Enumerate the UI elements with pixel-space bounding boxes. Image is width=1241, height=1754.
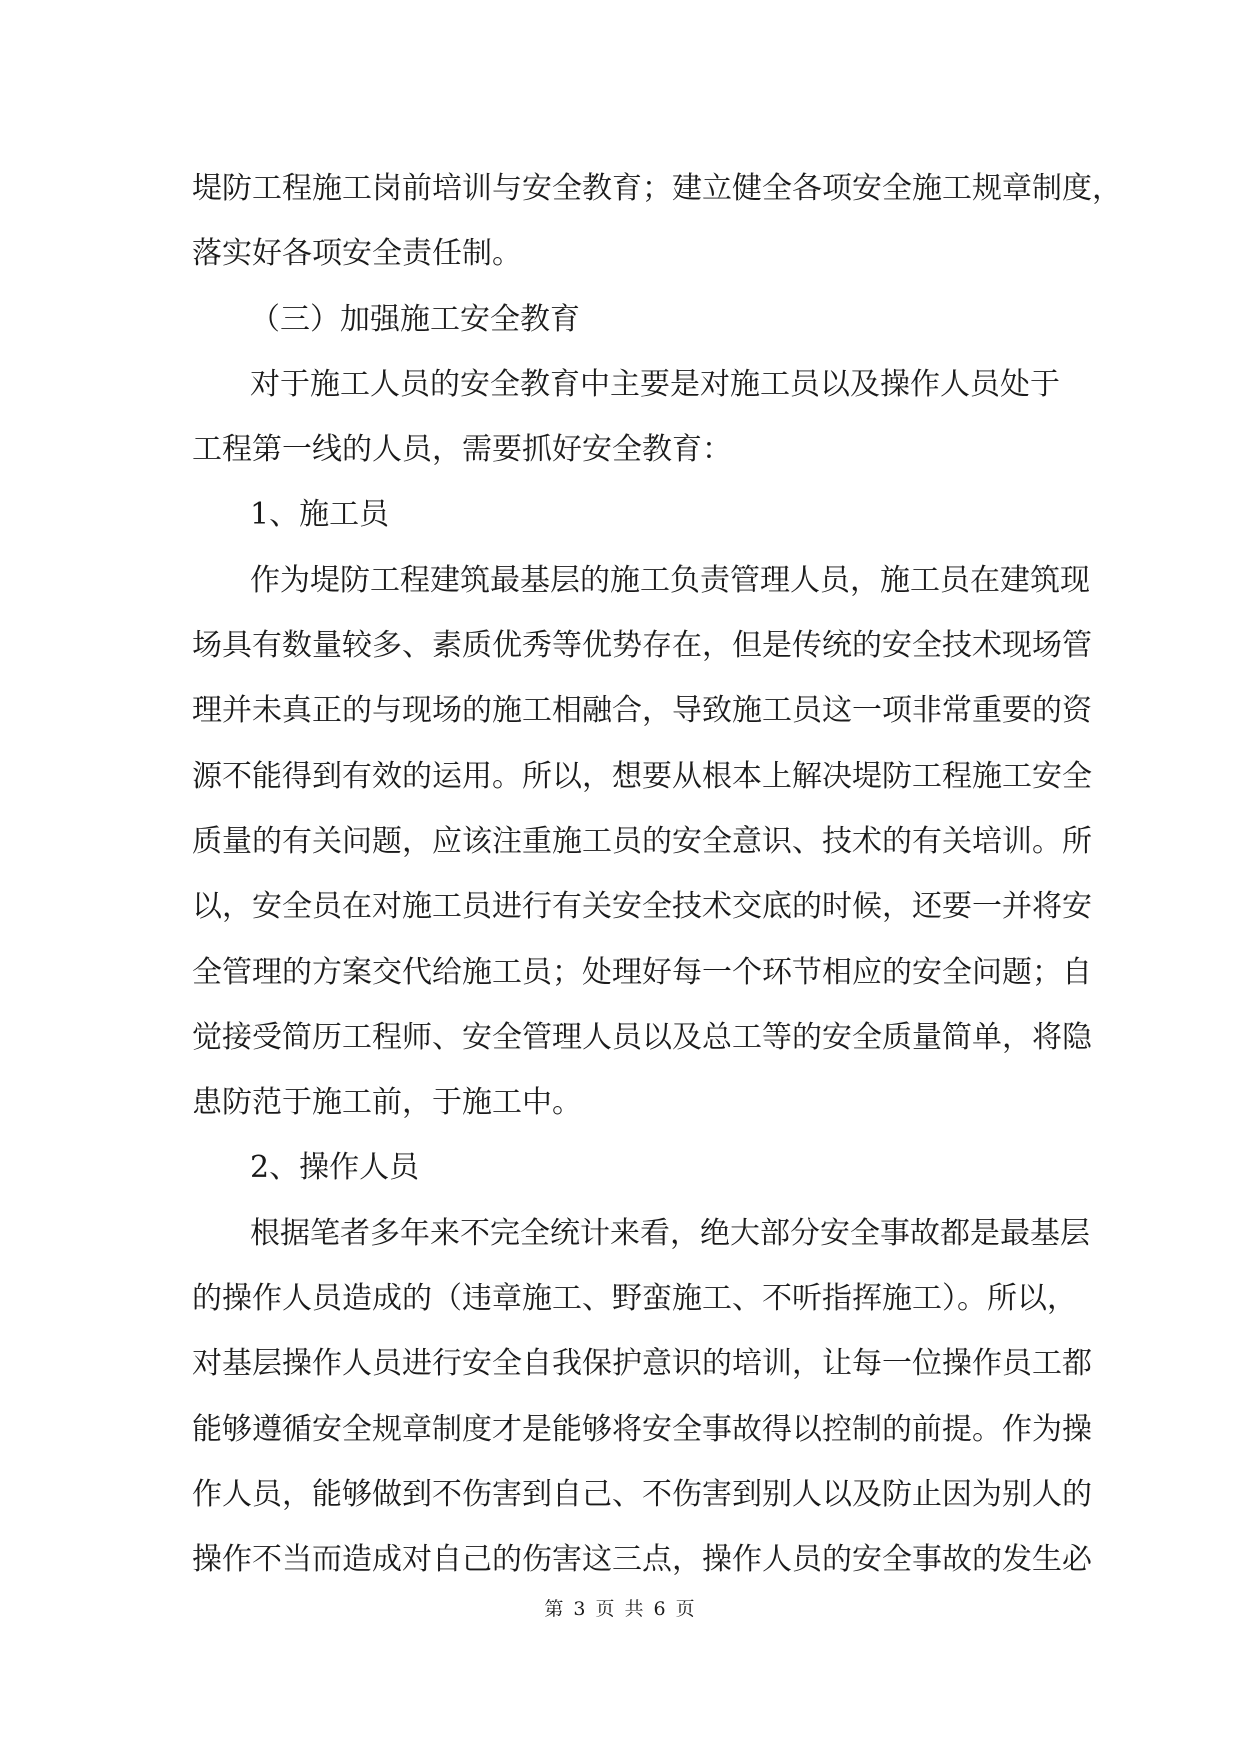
text-line: 作人员，能够做到不伤害到自己、不伤害到别人以及防止因为别人的 [192, 1476, 1092, 1512]
page-number-label: 第 3 页 共 6 页 [544, 1598, 697, 1620]
text-line: 觉接受简历工程师、安全管理人员以及总工等的安全质量简单，将隐 [192, 1019, 1092, 1055]
text-line: 以，安全员在对施工员进行有关安全技术交底的时候，还要一并将安 [192, 889, 1092, 925]
text-line: 操作不当而造成对自己的伤害这三点，操作人员的安全事故的发生必 [192, 1542, 1092, 1578]
text-line: （三）加强施工安全教育 [250, 301, 580, 337]
text-line: 对基层操作人员进行安全自我保护意识的培训，让每一位操作员工都 [192, 1346, 1092, 1382]
text-line: 全管理的方案交代给施工员；处理好每一个环节相应的安全问题；自 [192, 954, 1092, 990]
text-line: 能够遵循安全规章制度才是能够将安全事故得以控制的前提。作为操 [192, 1411, 1092, 1447]
text-line: 源不能得到有效的运用。所以，想要从根本上解决堤防工程施工安全 [192, 758, 1092, 794]
document-body [192, 156, 1122, 1593]
text-line: 落实好各项安全责任制。 [192, 236, 522, 272]
text-line: 质量的有关问题，应该注重施工员的安全意识、技术的有关培训。所 [192, 823, 1092, 859]
text-line: 根据笔者多年来不完全统计来看，绝大部分安全事故都是最基层 [250, 1215, 1090, 1251]
page-footer [0, 1594, 1241, 1621]
text-line: 患防范于施工前，于施工中。 [192, 1085, 582, 1121]
text-line: 场具有数量较多、素质优秀等优势存在，但是传统的安全技术现场管 [192, 628, 1092, 664]
text-line: 作为堤防工程建筑最基层的施工负责管理人员，施工员在建筑现 [250, 562, 1090, 598]
text-line: 的操作人员造成的（违章施工、野蛮施工、不听指挥施工）。所以， [192, 1281, 1077, 1317]
text-line: 理并未真正的与现场的施工相融合，导致施工员这一项非常重要的资 [192, 693, 1092, 729]
text-line: 对于施工人员的安全教育中主要是对施工员以及操作人员处于 [250, 366, 1060, 402]
text-line: 1、施工员 [250, 497, 390, 533]
text-line: 2、操作人员 [250, 1150, 420, 1186]
text-line: 工程第一线的人员，需要抓好安全教育： [192, 432, 732, 468]
text-line: 堤防工程施工岗前培训与安全教育；建立健全各项安全施工规章制度， [192, 171, 1122, 206]
